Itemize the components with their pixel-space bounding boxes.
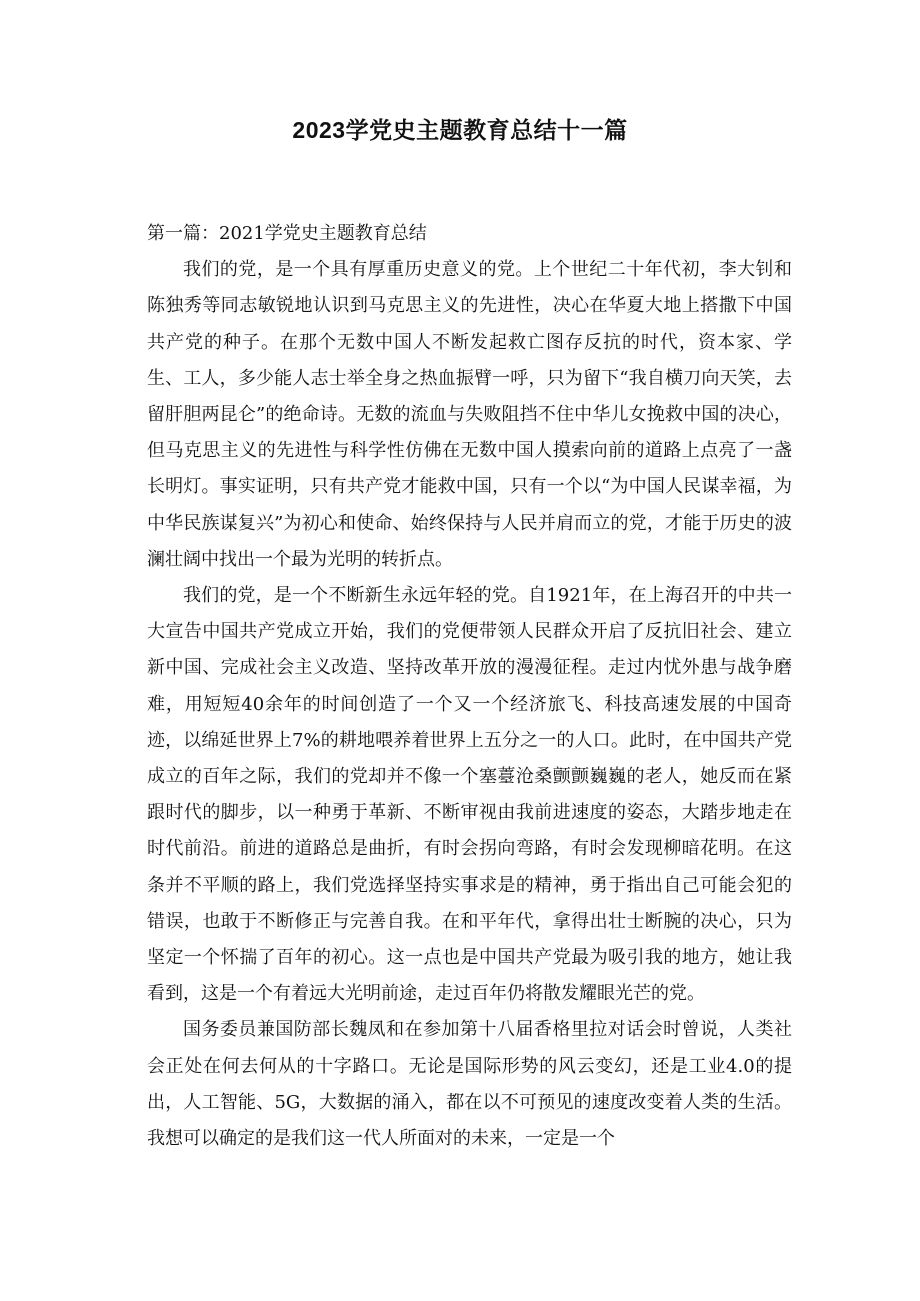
section-heading: 第一篇：2021学党史主题教育总结 (147, 223, 427, 244)
document-title: 2023学党史主题教育总结十一篇 (292, 117, 628, 143)
paragraph-2: 我们的党，是一个不断新生永远年轻的党。自1921年，在上海召开的中共一大宣告中国共产党成立开始，我们的党便带领人民群众开启了反抗旧社会、建立新中国、完成社会主义改造、坚持改革开放的漫漫征程。走过内忧外患与战争磨难，用短短40余年的时间创造了一个又一个经济旅飞、科技高速发展的中国奇迹，以绵延世界上7%的耕地喂养着世界上五分之一的人口。此时，在中国共产党成立的百年之际，我们的党却并不像一个塞薹沧桑颤颤巍巍的老人，她反而在紧跟时代的脚步，以一种勇于革新、不断审视由我前进速度的姿态，大踏步地走在时代前沿。前进的道路总是曲折，有时会拐向弯路，有时会发现柳暗花明。在这条并不平顺的路上，我们党选择坚持实事求是的精神，勇于指出自己可能会犯的错误，也敢于不断修正与完善自我。在和平年代，拿得出壮士断腕的决心，只为坚定一个怀揣了百年的初心。这一点也是中国共产党最为吸引我的地方，她让我看到，这是一个有着远大光明前途，走过百年仍将散发耀眼光芒的党。 (147, 585, 792, 1005)
document-body (147, 216, 792, 1157)
paragraph-3: 国务委员兼国防部长魏凤和在参加第十八届香格里拉对话会时曾说，人类社会正处在何去何从的十字路口。无论是国际形势的风云变幻，还是工业4.0的提出，人工智能、5G，大数据的涌入，都在以不可预见的速度改变着人类的生活。我想可以确定的是我们这一代人所面对的未来，一定是一个 (147, 1019, 792, 1150)
paragraph-1: 我们的党，是一个具有厚重历史意义的党。上个世纪二十年代初，李大钊和陈独秀等同志敏锐地认识到马克思主义的先进性，决心在华夏大地上搭撒下中国共产党的种子。在那个无数中国人不断发起救亡图存反抗的时代，资本家、学生、工人，多少能人志士举全身之热血振臂一呼，只为留下“我自横刀向天笑，去留肝胆两昆仑”的绝命诗。无数的流血与失败阻挡不住中华儿女挽救中国的决心，但马克思主义的先进性与科学性仿佛在无数中国人摸索向前的道路上点亮了一盏长明灯。事实证明，只有共产党才能救中国，只有一个以“为中国人民谋幸福，为中华民族谋复兴”为初心和使命、始终保持与人民并肩而立的党，才能于历史的波澜壮阔中找出一个最为光明的转折点。 (147, 259, 792, 570)
